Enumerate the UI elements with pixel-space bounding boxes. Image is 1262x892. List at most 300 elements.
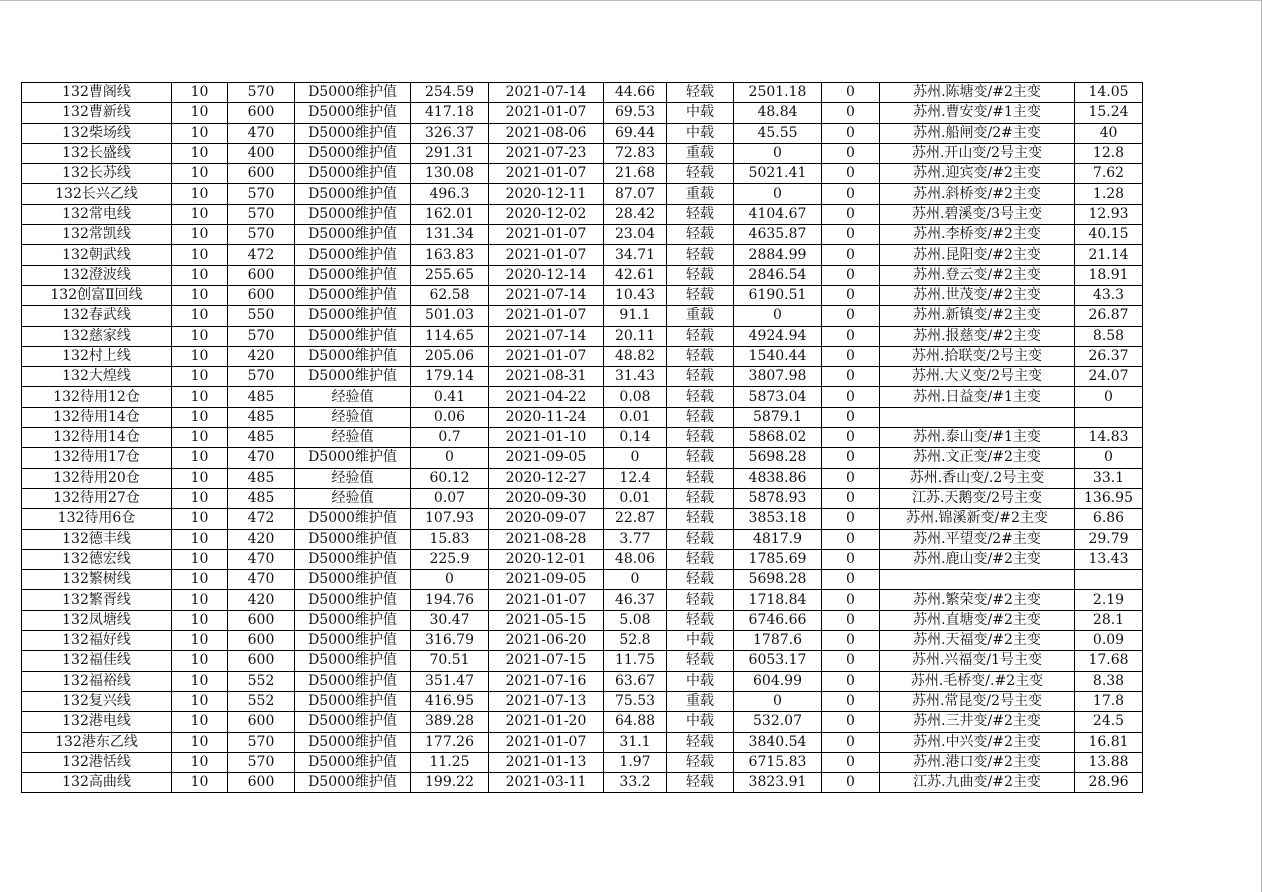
load-cell: 417.18 (411, 103, 489, 123)
voltage-cell: 10 (172, 103, 228, 123)
capacity-cell: 552 (228, 691, 295, 711)
transformer-cell: 苏州.报慈变/#2主变 (880, 326, 1075, 346)
value-cell (1075, 407, 1143, 427)
status-cell: 轻载 (667, 651, 734, 671)
status-cell: 轻载 (667, 448, 734, 468)
capacity-cell: 570 (228, 367, 295, 387)
flag-cell: 0 (822, 83, 880, 103)
value-cell: 24.5 (1075, 712, 1143, 732)
rate-cell: 33.2 (604, 773, 667, 793)
margin-cell: 4817.9 (734, 529, 822, 549)
transformer-cell: 江苏.天鹅变/2号主变 (880, 488, 1075, 508)
load-cell: 205.06 (411, 346, 489, 366)
source-cell: D5000维护值 (295, 509, 411, 529)
status-cell: 轻载 (667, 265, 734, 285)
table-row (22, 428, 1143, 448)
flag-cell: 0 (822, 752, 880, 772)
margin-cell: 1540.44 (734, 346, 822, 366)
load-cell: 0 (411, 570, 489, 590)
table-row (22, 285, 1143, 305)
flag-cell: 0 (822, 407, 880, 427)
flag-cell: 0 (822, 204, 880, 224)
status-cell: 轻载 (667, 549, 734, 569)
status-cell: 中载 (667, 712, 734, 732)
load-cell: 316.79 (411, 631, 489, 651)
value-cell: 8.38 (1075, 671, 1143, 691)
rate-cell: 21.68 (604, 164, 667, 184)
date-cell: 2021-01-10 (489, 428, 604, 448)
transformer-cell: 苏州.新镇变/#2主变 (880, 306, 1075, 326)
rate-cell: 5.08 (604, 610, 667, 630)
source-cell: D5000维护值 (295, 631, 411, 651)
rate-cell: 10.43 (604, 285, 667, 305)
source-cell: D5000维护值 (295, 184, 411, 204)
capacity-cell: 470 (228, 123, 295, 143)
source-cell: D5000维护值 (295, 448, 411, 468)
rate-cell: 12.4 (604, 468, 667, 488)
date-cell: 2021-01-20 (489, 712, 604, 732)
value-cell: 6.86 (1075, 509, 1143, 529)
load-cell: 0 (411, 448, 489, 468)
date-cell: 2021-01-07 (489, 346, 604, 366)
status-cell: 中载 (667, 123, 734, 143)
date-cell: 2021-07-14 (489, 83, 604, 103)
value-cell: 40 (1075, 123, 1143, 143)
flag-cell: 0 (822, 631, 880, 651)
table-row (22, 367, 1143, 387)
source-cell: 经验值 (295, 387, 411, 407)
flag-cell: 0 (822, 387, 880, 407)
voltage-cell: 10 (172, 448, 228, 468)
flag-cell: 0 (822, 225, 880, 245)
status-cell: 中载 (667, 631, 734, 651)
transformer-cell: 苏州.三井变/#2主变 (880, 712, 1075, 732)
margin-cell: 2884.99 (734, 245, 822, 265)
status-cell: 中载 (667, 103, 734, 123)
capacity-cell: 600 (228, 103, 295, 123)
capacity-cell: 485 (228, 488, 295, 508)
line-name-cell: 132澄波线 (22, 265, 172, 285)
capacity-cell: 472 (228, 509, 295, 529)
margin-cell: 5879.1 (734, 407, 822, 427)
value-cell: 18.91 (1075, 265, 1143, 285)
source-cell: 经验值 (295, 428, 411, 448)
voltage-cell: 10 (172, 752, 228, 772)
line-name-cell: 132待用27仓 (22, 488, 172, 508)
transformer-cell: 苏州.直塘变/#2主变 (880, 610, 1075, 630)
status-cell: 重载 (667, 143, 734, 163)
table-row (22, 143, 1143, 163)
load-cell: 194.76 (411, 590, 489, 610)
table-row (22, 184, 1143, 204)
capacity-cell: 420 (228, 346, 295, 366)
capacity-cell: 600 (228, 651, 295, 671)
status-cell: 中载 (667, 671, 734, 691)
flag-cell: 0 (822, 712, 880, 732)
voltage-cell: 10 (172, 590, 228, 610)
value-cell: 13.43 (1075, 549, 1143, 569)
transformer-cell: 苏州.船闸变/2#主变 (880, 123, 1075, 143)
value-cell: 26.87 (1075, 306, 1143, 326)
status-cell: 轻载 (667, 367, 734, 387)
value-cell: 17.8 (1075, 691, 1143, 711)
date-cell: 2021-01-07 (489, 103, 604, 123)
rate-cell: 0 (604, 448, 667, 468)
capacity-cell: 570 (228, 83, 295, 103)
transformer-cell: 苏州.世茂变/#2主变 (880, 285, 1075, 305)
source-cell: D5000维护值 (295, 164, 411, 184)
voltage-cell: 10 (172, 346, 228, 366)
transformer-cell: 苏州.大义变/2号主变 (880, 367, 1075, 387)
value-cell: 1.28 (1075, 184, 1143, 204)
rate-cell: 52.8 (604, 631, 667, 651)
voltage-cell: 10 (172, 671, 228, 691)
status-cell: 轻载 (667, 509, 734, 529)
flag-cell: 0 (822, 265, 880, 285)
transformer-cell: 苏州.中兴变/#2主变 (880, 732, 1075, 752)
load-cell: 351.47 (411, 671, 489, 691)
margin-cell: 3807.98 (734, 367, 822, 387)
source-cell: 经验值 (295, 407, 411, 427)
source-cell: D5000维护值 (295, 265, 411, 285)
line-name-cell: 132港东乙线 (22, 732, 172, 752)
date-cell: 2021-07-13 (489, 691, 604, 711)
flag-cell: 0 (822, 143, 880, 163)
line-name-cell: 132柴场线 (22, 123, 172, 143)
capacity-cell: 485 (228, 407, 295, 427)
flag-cell: 0 (822, 671, 880, 691)
load-cell: 0.41 (411, 387, 489, 407)
table-row (22, 265, 1143, 285)
table-row (22, 631, 1143, 651)
status-cell: 轻载 (667, 285, 734, 305)
transformer-cell: 苏州.日益变/#1主变 (880, 387, 1075, 407)
load-cell: 416.95 (411, 691, 489, 711)
voltage-cell: 10 (172, 428, 228, 448)
line-name-cell: 132高曲线 (22, 773, 172, 793)
value-cell: 8.58 (1075, 326, 1143, 346)
margin-cell: 4635.87 (734, 225, 822, 245)
voltage-cell: 10 (172, 712, 228, 732)
margin-cell: 1718.84 (734, 590, 822, 610)
table-row (22, 204, 1143, 224)
flag-cell: 0 (822, 285, 880, 305)
capacity-cell: 470 (228, 570, 295, 590)
table-row (22, 529, 1143, 549)
rate-cell: 1.97 (604, 752, 667, 772)
capacity-cell: 472 (228, 245, 295, 265)
source-cell: D5000维护值 (295, 610, 411, 630)
source-cell: D5000维护值 (295, 367, 411, 387)
table-row (22, 123, 1143, 143)
transformer-cell: 苏州.开山变/2号主变 (880, 143, 1075, 163)
status-cell: 轻载 (667, 732, 734, 752)
voltage-cell: 10 (172, 265, 228, 285)
status-cell: 轻载 (667, 326, 734, 346)
margin-cell: 48.84 (734, 103, 822, 123)
load-cell: 0.07 (411, 488, 489, 508)
rate-cell: 28.42 (604, 204, 667, 224)
table-row (22, 387, 1143, 407)
status-cell: 轻载 (667, 570, 734, 590)
load-cell: 0.06 (411, 407, 489, 427)
line-name-cell: 132长兴乙线 (22, 184, 172, 204)
table-row (22, 671, 1143, 691)
flag-cell: 0 (822, 732, 880, 752)
load-cell: 179.14 (411, 367, 489, 387)
rate-cell: 0 (604, 570, 667, 590)
line-name-cell: 132福好线 (22, 631, 172, 651)
line-name-cell: 132待用20仓 (22, 468, 172, 488)
rate-cell: 48.82 (604, 346, 667, 366)
margin-cell: 5698.28 (734, 448, 822, 468)
line-name-cell: 132大煌线 (22, 367, 172, 387)
flag-cell: 0 (822, 549, 880, 569)
line-name-cell: 132德宏线 (22, 549, 172, 569)
status-cell: 重载 (667, 691, 734, 711)
voltage-cell: 10 (172, 610, 228, 630)
load-cell: 131.34 (411, 225, 489, 245)
margin-cell: 6715.83 (734, 752, 822, 772)
capacity-cell: 470 (228, 549, 295, 569)
source-cell: D5000维护值 (295, 245, 411, 265)
load-cell: 114.65 (411, 326, 489, 346)
margin-cell: 3853.18 (734, 509, 822, 529)
rate-cell: 69.53 (604, 103, 667, 123)
line-name-cell: 132曹阁线 (22, 83, 172, 103)
line-name-cell: 132创富Ⅱ回线 (22, 285, 172, 305)
table-row (22, 346, 1143, 366)
date-cell: 2021-09-05 (489, 448, 604, 468)
capacity-cell: 570 (228, 204, 295, 224)
margin-cell: 5698.28 (734, 570, 822, 590)
date-cell: 2020-12-02 (489, 204, 604, 224)
flag-cell: 0 (822, 468, 880, 488)
status-cell: 轻载 (667, 752, 734, 772)
line-name-cell: 132长苏线 (22, 164, 172, 184)
line-name-cell: 132待用14仓 (22, 407, 172, 427)
date-cell: 2021-07-23 (489, 143, 604, 163)
capacity-cell: 600 (228, 164, 295, 184)
line-name-cell: 132繁树线 (22, 570, 172, 590)
line-name-cell: 132长盛线 (22, 143, 172, 163)
value-cell: 12.8 (1075, 143, 1143, 163)
capacity-cell: 570 (228, 184, 295, 204)
value-cell: 136.95 (1075, 488, 1143, 508)
rate-cell: 87.07 (604, 184, 667, 204)
capacity-cell: 600 (228, 285, 295, 305)
flag-cell: 0 (822, 346, 880, 366)
load-cell: 177.26 (411, 732, 489, 752)
date-cell: 2021-04-22 (489, 387, 604, 407)
table-row (22, 103, 1143, 123)
date-cell: 2021-08-06 (489, 123, 604, 143)
status-cell: 轻载 (667, 488, 734, 508)
transformer-cell (880, 407, 1075, 427)
load-cell: 162.01 (411, 204, 489, 224)
load-cell: 255.65 (411, 265, 489, 285)
transformer-cell: 苏州.平望变/2#主变 (880, 529, 1075, 549)
value-cell: 0.09 (1075, 631, 1143, 651)
voltage-cell: 10 (172, 387, 228, 407)
load-cell: 199.22 (411, 773, 489, 793)
status-cell: 轻载 (667, 428, 734, 448)
margin-cell: 5021.41 (734, 164, 822, 184)
source-cell: D5000维护值 (295, 712, 411, 732)
table-row (22, 509, 1143, 529)
flag-cell: 0 (822, 245, 880, 265)
voltage-cell: 10 (172, 204, 228, 224)
line-name-cell: 132待用12仓 (22, 387, 172, 407)
transformer-cell: 苏州.毛桥变/.#2主变 (880, 671, 1075, 691)
voltage-cell: 10 (172, 529, 228, 549)
voltage-cell: 10 (172, 367, 228, 387)
status-cell: 轻载 (667, 245, 734, 265)
capacity-cell: 600 (228, 773, 295, 793)
transformer-cell: 苏州.陈塘变/#2主变 (880, 83, 1075, 103)
voltage-cell: 10 (172, 732, 228, 752)
table-row (22, 752, 1143, 772)
date-cell: 2020-09-30 (489, 488, 604, 508)
margin-cell: 6190.51 (734, 285, 822, 305)
margin-cell: 6053.17 (734, 651, 822, 671)
source-cell: D5000维护值 (295, 123, 411, 143)
table-row (22, 225, 1143, 245)
capacity-cell: 570 (228, 225, 295, 245)
source-cell: D5000维护值 (295, 752, 411, 772)
voltage-cell: 10 (172, 407, 228, 427)
value-cell: 16.81 (1075, 732, 1143, 752)
status-cell: 重载 (667, 306, 734, 326)
rate-cell: 72.83 (604, 143, 667, 163)
table-row (22, 549, 1143, 569)
rate-cell: 0.01 (604, 407, 667, 427)
margin-cell: 2501.18 (734, 83, 822, 103)
line-name-cell: 132福裕线 (22, 671, 172, 691)
voltage-cell: 10 (172, 651, 228, 671)
voltage-cell: 10 (172, 285, 228, 305)
line-name-cell: 132待用14仓 (22, 428, 172, 448)
source-cell: D5000维护值 (295, 570, 411, 590)
line-name-cell: 132待用6仓 (22, 509, 172, 529)
value-cell: 43.3 (1075, 285, 1143, 305)
flag-cell: 0 (822, 103, 880, 123)
flag-cell: 0 (822, 773, 880, 793)
transformer-cell: 苏州.锦溪新变/#2主变 (880, 509, 1075, 529)
line-name-cell: 132凤塘线 (22, 610, 172, 630)
margin-cell: 6746.66 (734, 610, 822, 630)
load-cell: 291.31 (411, 143, 489, 163)
rate-cell: 0.14 (604, 428, 667, 448)
transformer-cell: 苏州.香山变/.2号主变 (880, 468, 1075, 488)
line-name-cell: 132港恬线 (22, 752, 172, 772)
load-cell: 130.08 (411, 164, 489, 184)
margin-cell: 0 (734, 143, 822, 163)
table-row (22, 570, 1143, 590)
date-cell: 2021-01-07 (489, 225, 604, 245)
source-cell: D5000维护值 (295, 651, 411, 671)
source-cell: D5000维护值 (295, 326, 411, 346)
table-row (22, 245, 1143, 265)
source-cell: D5000维护值 (295, 732, 411, 752)
transformer-cell: 苏州.斜桥变/#2主变 (880, 184, 1075, 204)
load-cell: 15.83 (411, 529, 489, 549)
voltage-cell: 10 (172, 123, 228, 143)
table-row (22, 488, 1143, 508)
voltage-cell: 10 (172, 164, 228, 184)
rate-cell: 31.43 (604, 367, 667, 387)
voltage-cell: 10 (172, 245, 228, 265)
margin-cell: 0 (734, 306, 822, 326)
date-cell: 2020-12-01 (489, 549, 604, 569)
feeder-load-table (21, 82, 1143, 793)
value-cell: 0 (1075, 448, 1143, 468)
source-cell: 经验值 (295, 488, 411, 508)
rate-cell: 91.1 (604, 306, 667, 326)
table-row (22, 590, 1143, 610)
table-row (22, 326, 1143, 346)
rate-cell: 75.53 (604, 691, 667, 711)
line-name-cell: 132曹新线 (22, 103, 172, 123)
table-row (22, 164, 1143, 184)
date-cell: 2021-07-16 (489, 671, 604, 691)
source-cell: 经验值 (295, 468, 411, 488)
status-cell: 轻载 (667, 225, 734, 245)
value-cell: 12.93 (1075, 204, 1143, 224)
table-row (22, 468, 1143, 488)
date-cell: 2021-03-11 (489, 773, 604, 793)
source-cell: D5000维护值 (295, 529, 411, 549)
load-cell: 62.58 (411, 285, 489, 305)
date-cell: 2020-12-14 (489, 265, 604, 285)
transformer-cell: 苏州.碧溪变/3号主变 (880, 204, 1075, 224)
value-cell: 14.05 (1075, 83, 1143, 103)
margin-cell: 604.99 (734, 671, 822, 691)
date-cell: 2021-06-20 (489, 631, 604, 651)
date-cell: 2021-07-14 (489, 285, 604, 305)
date-cell: 2021-07-15 (489, 651, 604, 671)
source-cell: D5000维护值 (295, 83, 411, 103)
table-row (22, 83, 1143, 103)
transformer-cell: 苏州.常昆变/2号主变 (880, 691, 1075, 711)
load-cell: 107.93 (411, 509, 489, 529)
rate-cell: 46.37 (604, 590, 667, 610)
load-cell: 225.9 (411, 549, 489, 569)
transformer-cell: 苏州.登云变/#2主变 (880, 265, 1075, 285)
value-cell: 0 (1075, 387, 1143, 407)
flag-cell: 0 (822, 590, 880, 610)
margin-cell: 4838.86 (734, 468, 822, 488)
margin-cell: 0 (734, 184, 822, 204)
capacity-cell: 550 (228, 306, 295, 326)
load-cell: 30.47 (411, 610, 489, 630)
capacity-cell: 570 (228, 326, 295, 346)
voltage-cell: 10 (172, 225, 228, 245)
transformer-cell: 苏州.拾联变/2号主变 (880, 346, 1075, 366)
voltage-cell: 10 (172, 631, 228, 651)
rate-cell: 3.77 (604, 529, 667, 549)
rate-cell: 11.75 (604, 651, 667, 671)
rate-cell: 20.11 (604, 326, 667, 346)
margin-cell: 4924.94 (734, 326, 822, 346)
source-cell: D5000维护值 (295, 590, 411, 610)
voltage-cell: 10 (172, 549, 228, 569)
value-cell: 28.1 (1075, 610, 1143, 630)
capacity-cell: 400 (228, 143, 295, 163)
value-cell: 15.24 (1075, 103, 1143, 123)
capacity-cell: 570 (228, 752, 295, 772)
voltage-cell: 10 (172, 468, 228, 488)
